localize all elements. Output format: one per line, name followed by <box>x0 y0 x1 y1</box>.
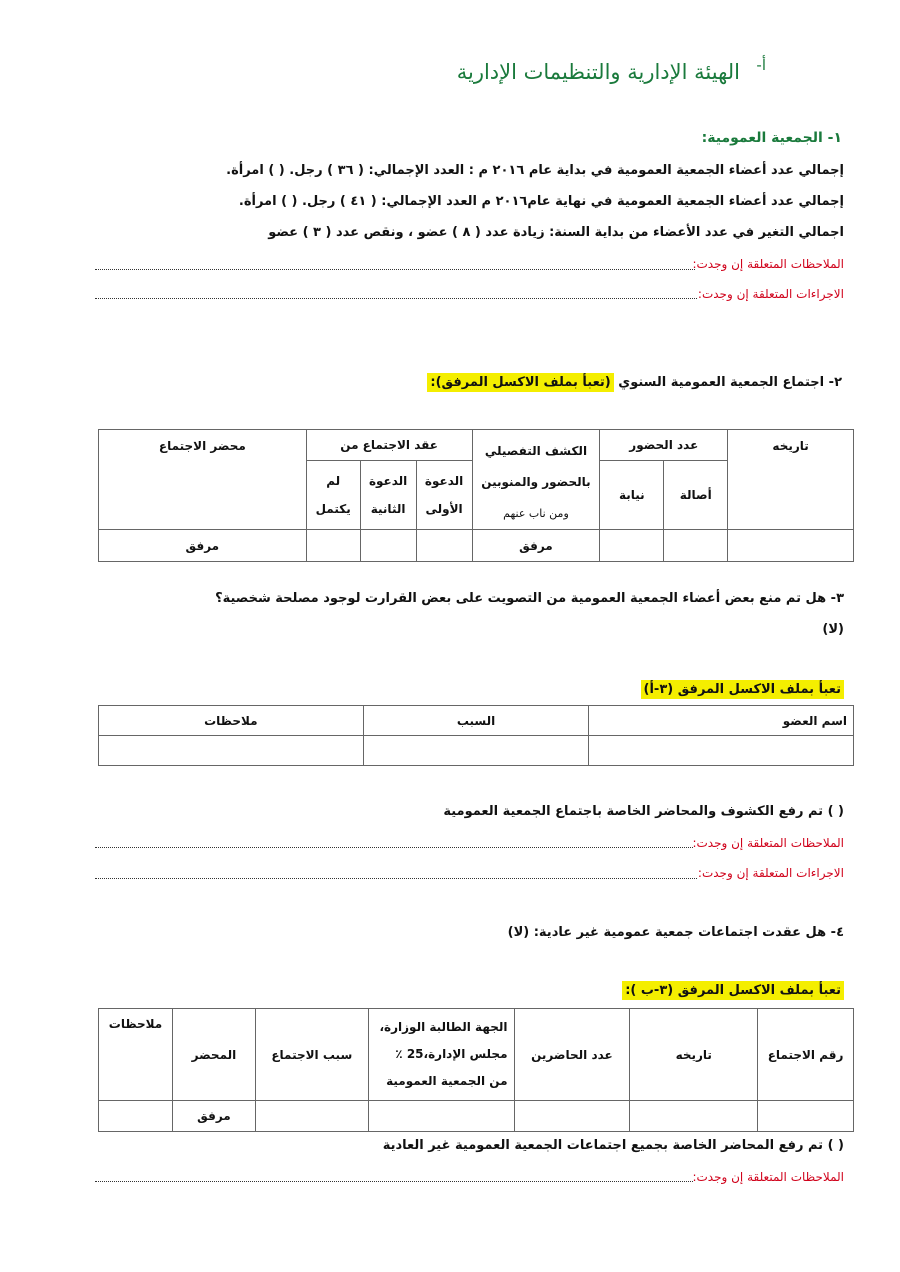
actions-dotted-line-1 <box>95 298 697 299</box>
header-requester-line1: الجهة الطالبة الوزارة، <box>379 1020 508 1034</box>
annual-meeting-table <box>98 429 854 562</box>
extraordinary-fill-label-wrap <box>622 983 844 998</box>
section-title: الهيئة الإدارية والتنظيمات الإدارية <box>456 60 740 84</box>
records-uploaded-checkbox-line[interactable]: ( ) تم رفع الكشوف والمحاضر الخاصة باجتماع الجمعية العمومية <box>443 804 844 819</box>
actions-dotted-line-2 <box>95 878 697 879</box>
cell-member-name <box>589 736 854 766</box>
header-detailed-line3: ومن ناب عنهم <box>503 507 569 520</box>
general-assembly-heading: ١- الجمعية العمومية: <box>701 130 842 146</box>
members-change-line: اجمالي التغير في عدد الأعضاء من بداية السنة: زيادة عدد ( ٨ ) عضو ، ونقص عدد ( ٣ ) عضو <box>268 225 844 240</box>
header-held-from: عقد الاجتماع من <box>306 430 472 461</box>
members-end-line: إجمالي عدد أعضاء الجمعية العمومية في نهاية عام٢٠١٦ م العدد الإجمالي: ( ٤١ ) رجل. ( ) امرأة. <box>238 194 844 209</box>
extraordinary-question: ٤- هل عقدت اجتماعات جمعية عمومية غير عادية: (لا) <box>507 925 844 940</box>
cell-detailed: مرفق <box>472 530 600 562</box>
header-proxy: نيابة <box>600 461 664 530</box>
header-second-call-line2: الثانية <box>370 502 406 516</box>
cell-reason <box>363 736 589 766</box>
header-meeting-minutes: المحضر <box>172 1009 255 1101</box>
cell-original <box>664 530 728 562</box>
header-second-call-line1: الدعوة <box>368 474 408 488</box>
header-minutes: محضر الاجتماع <box>99 430 307 530</box>
cell-meeting-minutes: مرفق <box>172 1101 255 1132</box>
header-meeting-notes: ملاحظات <box>99 1009 173 1101</box>
header-requester-line3: من الجمعية العمومية <box>386 1074 508 1088</box>
voting-fill-label: تعبأ بملف الاكسل المرفق (٣-أ) <box>641 680 844 699</box>
notes-label-2: الملاحظات المتعلقة إن وجدت: <box>692 836 844 850</box>
header-meeting-reason: سبب الاجتماع <box>255 1009 368 1101</box>
header-detailed-statement <box>472 430 600 530</box>
header-requester-line2: مجلس الإدارة،25 ٪ <box>395 1047 508 1061</box>
cell-requesting-party <box>368 1101 514 1132</box>
header-detailed-line1: الكشف التفصيلي <box>484 444 588 458</box>
header-detailed-line2: بالحضور والمنوبين <box>481 475 591 489</box>
annual-meeting-heading-text: ٢- اجتماع الجمعية العمومية السنوي <box>613 375 842 390</box>
cell-proxy <box>600 530 664 562</box>
header-meeting-date: تاريخه <box>630 1009 758 1101</box>
header-second-call <box>360 461 416 530</box>
cell-meeting-notes <box>99 1101 173 1132</box>
section-letter: أ- <box>756 56 766 74</box>
extraordinary-fill-label: تعبأ بملف الاكسل المرفق (٣-ب ): <box>622 981 844 1000</box>
members-start-line: إجمالي عدد أعضاء الجمعية العمومية في بداية عام ٢٠١٦ م : العدد الإجمالي: ( ٣٦ ) رجل. ( ) امرأة. <box>226 163 844 178</box>
header-original: أصالة <box>664 461 728 530</box>
notes-label-1: الملاحظات المتعلقة إن وجدت: <box>692 257 844 271</box>
cell-attendees <box>514 1101 630 1132</box>
extraordinary-records-checkbox-line[interactable]: ( ) تم رفع المحاضر الخاصة بجميع اجتماعات الجمعية العمومية غير العادية <box>382 1138 844 1153</box>
cell-notes <box>99 736 364 766</box>
voting-answer: (لا) <box>822 622 844 637</box>
header-reason: السبب <box>363 706 589 736</box>
notes-dotted-line-1 <box>95 269 695 270</box>
voting-fill-label-wrap <box>641 682 844 697</box>
header-attendees: عدد الحاضرين <box>514 1009 630 1101</box>
annual-meeting-fill-label: (تعبأ بملف الاكسل المرفق): <box>427 373 613 392</box>
header-first-call-line1: الدعوة <box>424 474 464 488</box>
header-notes: ملاحظات <box>99 706 364 736</box>
cell-second-call <box>360 530 416 562</box>
header-attendance: عدد الحضور <box>600 430 728 461</box>
notes-label-3: الملاحظات المتعلقة إن وجدت: <box>692 1170 844 1184</box>
header-first-call <box>416 461 472 530</box>
header-first-call-line2: الأولى <box>425 502 463 516</box>
notes-dotted-line-2 <box>95 847 693 848</box>
header-incomplete-line1: لم <box>326 474 341 488</box>
cell-incomplete <box>306 530 360 562</box>
cell-date <box>728 530 854 562</box>
voting-table <box>98 705 854 766</box>
annual-meeting-heading <box>427 375 842 390</box>
extraordinary-table <box>98 1008 854 1132</box>
cell-meeting-reason <box>255 1101 368 1132</box>
header-member-name: اسم العضو <box>589 706 854 736</box>
actions-label-1: الاجراءات المتعلقة إن وجدت: <box>697 287 844 301</box>
actions-label-2: الاجراءات المتعلقة إن وجدت: <box>697 866 844 880</box>
cell-meeting-number <box>758 1101 854 1132</box>
cell-first-call <box>416 530 472 562</box>
cell-minutes: مرفق <box>99 530 307 562</box>
header-date: تاريخه <box>728 430 854 530</box>
header-incomplete <box>306 461 360 530</box>
cell-meeting-date <box>630 1101 758 1132</box>
header-meeting-number: رقم الاجتماع <box>758 1009 854 1101</box>
notes-dotted-line-3 <box>95 1181 693 1182</box>
header-incomplete-line2: يكتمل <box>315 502 351 516</box>
voting-question: ٣- هل تم منع بعض أعضاء الجمعية العمومية من التصويت على بعض القرارت لوجود مصلحة شخصية؟ <box>215 591 844 606</box>
header-requesting-party <box>368 1009 514 1101</box>
